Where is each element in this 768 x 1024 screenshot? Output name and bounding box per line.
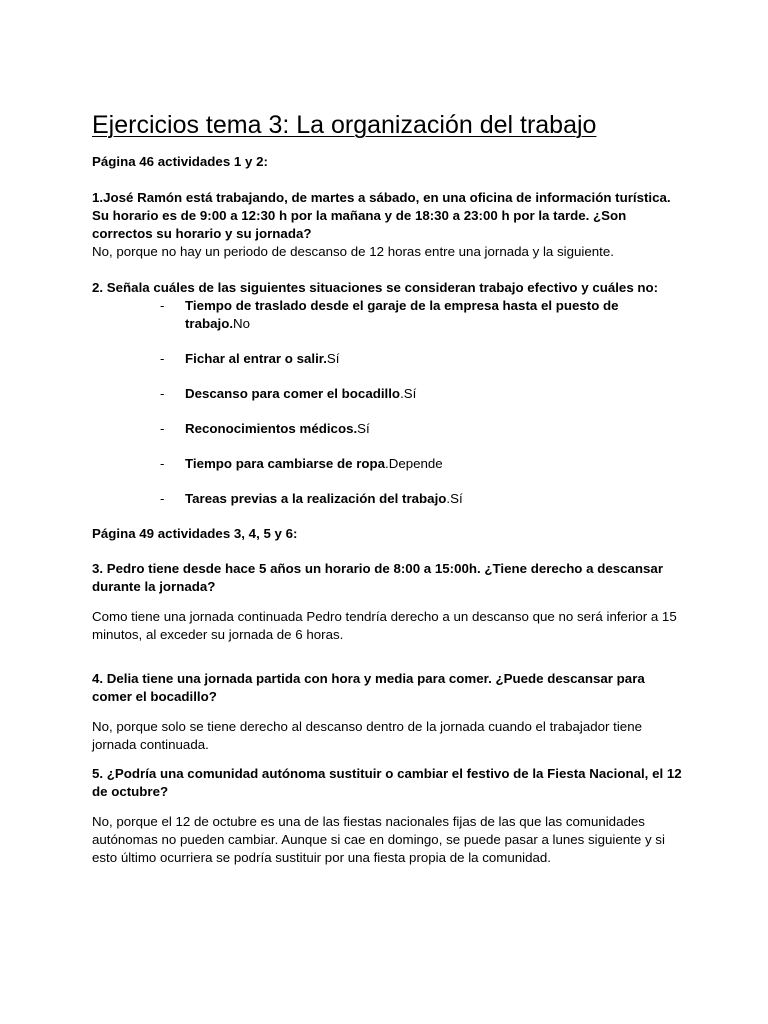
item-text: Fichar al entrar o salir. bbox=[185, 351, 327, 366]
item-answer: Sí bbox=[357, 421, 370, 436]
list-dash: - bbox=[160, 351, 165, 366]
item-text: Tiempo de traslado desde el garaje de la empresa hasta el puesto de trabajo. bbox=[185, 298, 619, 331]
list-dash: - bbox=[160, 298, 165, 313]
item-answer: .Sí bbox=[400, 386, 417, 401]
item-answer: .Depende bbox=[385, 456, 443, 471]
list-dash: - bbox=[160, 491, 165, 506]
list-item bbox=[92, 455, 682, 473]
q4-question: 4. Delia tiene una jornada partida con hora y media para comer. ¿Puede descansar para comer el bocadillo? bbox=[92, 671, 645, 704]
q3-answer: Como tiene una jornada continuada Pedro tendría derecho a un descanso que no será inferior a 15 minutos, al exceder su jornada de 6 horas. bbox=[92, 609, 677, 642]
item-answer: .Sí bbox=[446, 491, 463, 506]
list-item bbox=[92, 490, 682, 508]
item-answer: No bbox=[233, 316, 251, 331]
list-item bbox=[92, 297, 682, 333]
q1-question: 1.José Ramón está trabajando, de martes a sábado, en una oficina de información turística. Su horario es de 9:00 a 12:30 h por la mañana y de 18:30 a 23:00 h por la tarde. ¿Son correctos su horario y su jornada? bbox=[92, 190, 671, 241]
list-dash: - bbox=[160, 456, 165, 471]
document-page bbox=[92, 108, 682, 867]
item-text: Reconocimientos médicos. bbox=[185, 421, 358, 436]
list-item bbox=[92, 420, 682, 438]
q2-list bbox=[92, 297, 682, 508]
item-text: Tiempo para cambiarse de ropa bbox=[185, 456, 386, 471]
q1-answer: No, porque no hay un periodo de descanso de 12 horas entre una jornada y la siguiente. bbox=[92, 244, 614, 259]
list-item bbox=[92, 385, 682, 403]
q5-question: 5. ¿Podría una comunidad autónoma sustituir o cambiar el festivo de la Fiesta Nacional, el 12 de octubre? bbox=[92, 766, 682, 799]
section2-heading: Página 49 actividades 3, 4, 5 y 6: bbox=[92, 526, 298, 541]
item-text: Descanso para comer el bocadillo bbox=[185, 386, 401, 401]
document-title: Ejercicios tema 3: La organización del trabajo bbox=[92, 111, 597, 139]
list-dash: - bbox=[160, 386, 165, 401]
q2-question: 2. Señala cuáles de las siguientes situaciones se consideran trabajo efectivo y cuáles no: bbox=[92, 280, 659, 295]
q4-answer: No, porque solo se tiene derecho al descanso dentro de la jornada cuando el trabajador tiene jornada continuada. bbox=[92, 719, 642, 752]
list-item bbox=[92, 350, 682, 368]
list-dash: - bbox=[160, 421, 165, 436]
q3-question: 3. Pedro tiene desde hace 5 años un horario de 8:00 a 15:00h. ¿Tiene derecho a descansar durante la jornada? bbox=[92, 561, 664, 594]
item-text: Tareas previas a la realización del trabajo bbox=[185, 491, 447, 506]
section1-heading: Página 46 actividades 1 y 2: bbox=[92, 154, 268, 169]
q5-answer: No, porque el 12 de octubre es una de las fiestas nacionales fijas de las que las comunidades autónomas no pueden cambiar. Aunque si cae en domingo, se puede pasar a lunes siguiente y si esto último ocurriera se podría sustituir por una fiesta propia de la comunidad. bbox=[92, 814, 665, 865]
item-answer: Sí bbox=[326, 351, 340, 366]
